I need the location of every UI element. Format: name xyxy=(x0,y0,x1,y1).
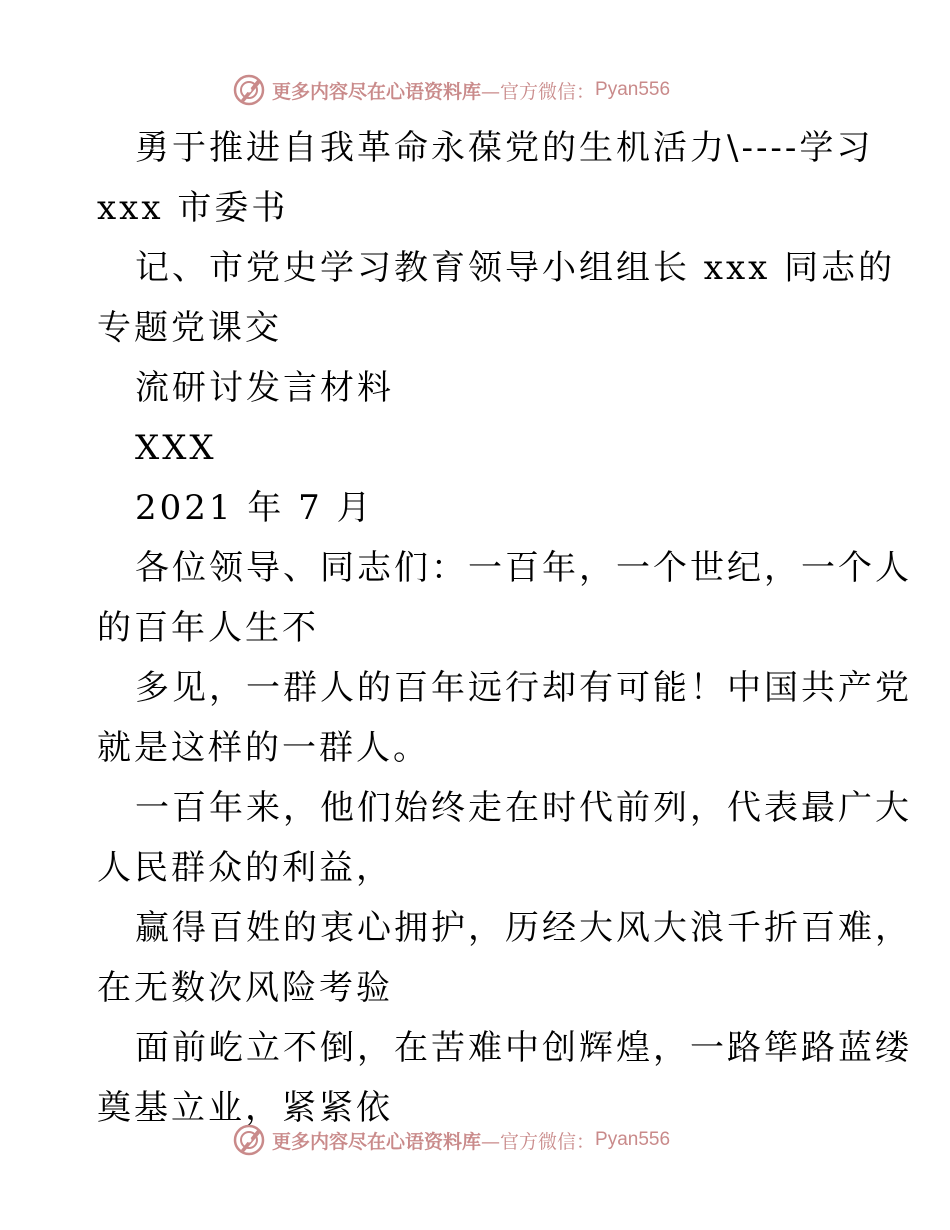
watermark-wechat-label: —官方微信： xyxy=(481,80,596,103)
text-line: 赢得百姓的衷心拥护，历经大风大浪千折百难， xyxy=(135,908,912,948)
header-watermark xyxy=(232,70,670,110)
text-line: 各位领导、同志们：一百年，一个世纪，一个人 xyxy=(135,548,912,588)
watermark-wechat-id: Pyan556 xyxy=(595,79,671,100)
watermark-site-text: 更多内容尽在心语资料库 xyxy=(272,80,482,103)
text-line: XXX xyxy=(135,428,217,468)
text-line: 就是这样的一群人。 xyxy=(97,728,430,768)
text-line: 勇于推进自我革命永葆党的生机活力\----学习 xyxy=(135,128,874,168)
watermark-wechat-label: —官方微信： xyxy=(481,1130,596,1153)
text-line: 专题党课交 xyxy=(97,308,282,348)
quill-logo-icon xyxy=(232,1123,266,1157)
text-line: 在无数次风险考验 xyxy=(97,968,393,1008)
quill-logo-icon xyxy=(232,73,266,107)
text-line: 多见，一群人的百年远行却有可能！中国共产党 xyxy=(135,668,912,708)
text-line: 流研讨发言材料 xyxy=(135,368,394,408)
footer-watermark xyxy=(232,1120,670,1160)
text-line: 记、市党史学习教育领导小组组长 xxx 同志的 xyxy=(135,248,896,288)
text-line: xxx 市委书 xyxy=(97,188,289,228)
text-line: 2021 年 7 月 xyxy=(135,488,374,528)
document-body xyxy=(97,118,912,1138)
text-line: 奠基立业，紧紧依 xyxy=(97,1088,393,1128)
watermark-site-text: 更多内容尽在心语资料库 xyxy=(272,1130,482,1153)
text-line: 面前屹立不倒，在苦难中创辉煌，一路筚路蓝缕 xyxy=(135,1028,912,1068)
watermark-wechat-id: Pyan556 xyxy=(595,1129,671,1150)
text-line: 人民群众的利益， xyxy=(97,848,393,888)
text-line: 的百年人生不 xyxy=(97,608,319,648)
text-line: 一百年来，他们始终走在时代前列，代表最广大 xyxy=(135,788,912,828)
